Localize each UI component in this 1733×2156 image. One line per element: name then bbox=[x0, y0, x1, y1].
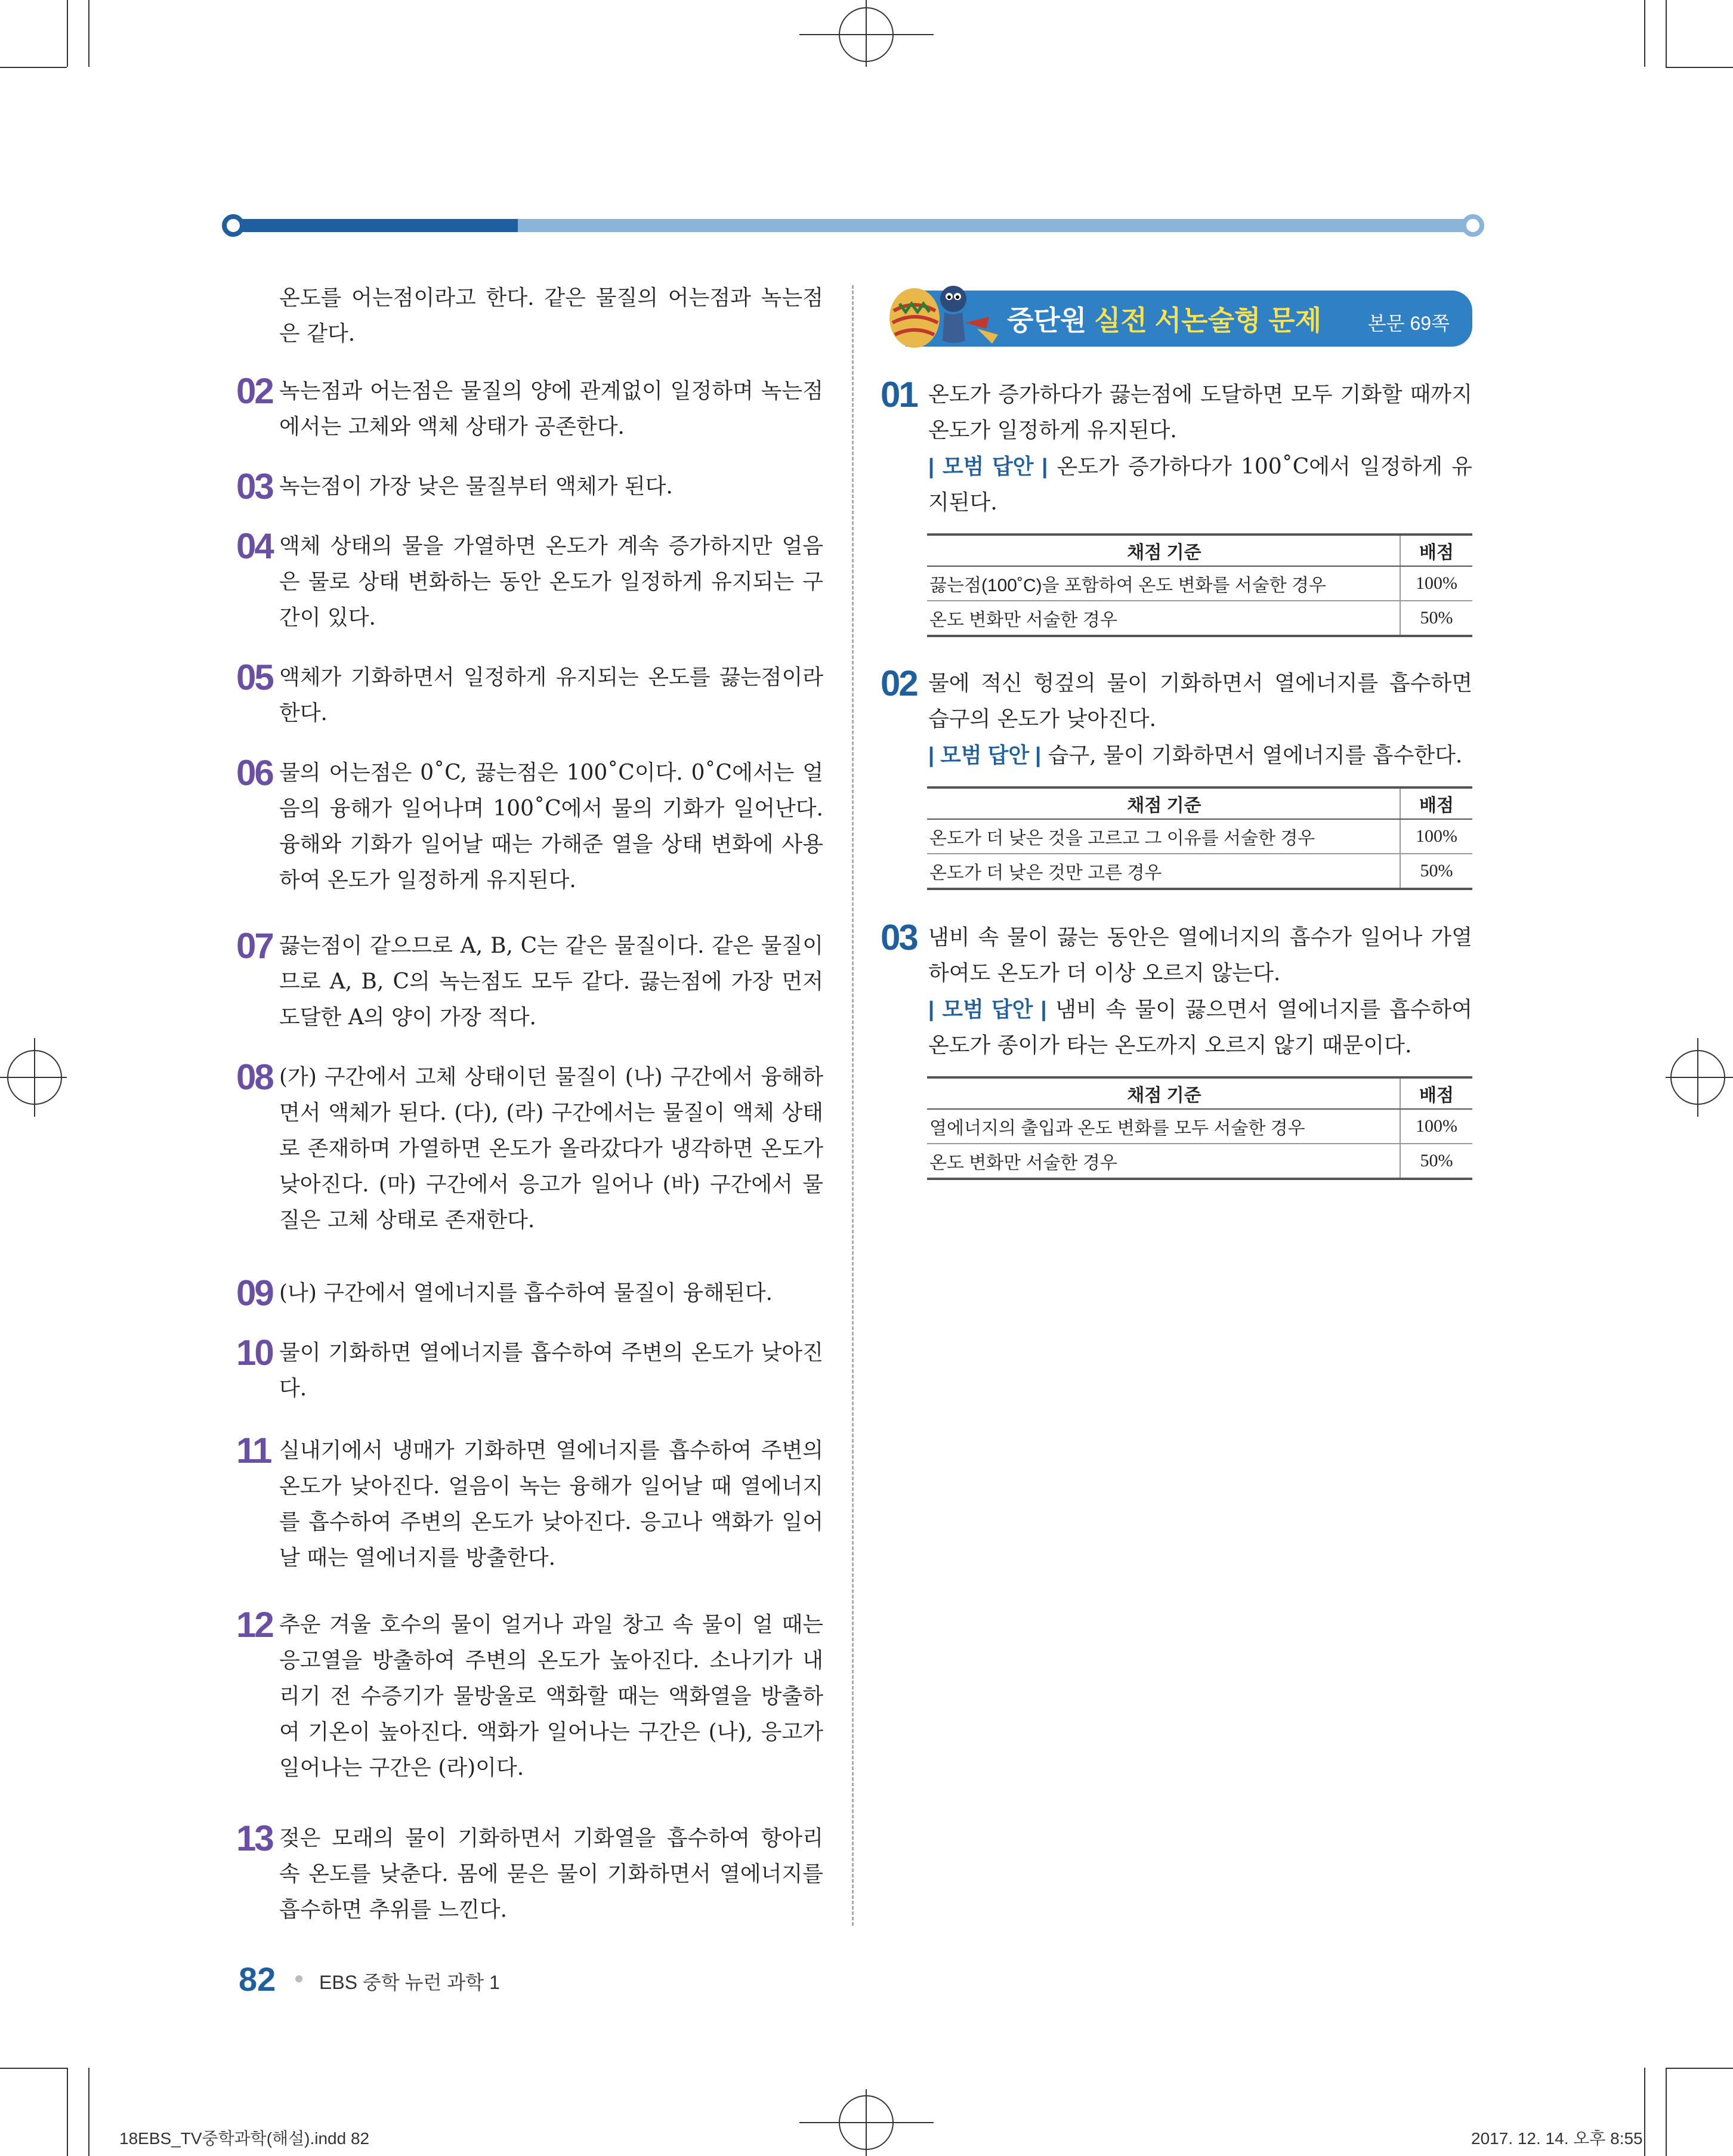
answer-text: 물이 기화하면 열에너지를 흡수하여 주변의 온도가 낮아진다. bbox=[279, 1340, 823, 1401]
book-title: EBS 중학 뉴런 과학 1 bbox=[319, 1972, 500, 1993]
table-cell: 50% bbox=[1400, 854, 1472, 889]
table-cell: 온도가 더 낮은 것을 고르고 그 이유를 서술한 경우 bbox=[927, 819, 1400, 854]
model-answer-label: | 모범 답안 | bbox=[928, 743, 1042, 767]
table-row bbox=[927, 566, 1472, 601]
header-bar-end-left bbox=[222, 214, 245, 237]
question-number: 11 bbox=[236, 1431, 271, 1471]
table-header-row bbox=[927, 535, 1472, 566]
answer-text: 추운 겨울 호수의 물이 얼거나 과일 창고 속 물이 얼 때는 응고열을 방출하여 주변의 온도가 높아진다. 소나기가 내리기 전 수증기가 물방울로 액화할 때는 액화열을 방출하여 기온이 높아진다. 액화가 일어나는 구간은 (나), 응고가 일어나는 구간은 (라)이다. bbox=[279, 1613, 823, 1780]
model-answer-label: | 모범 답안 | bbox=[928, 997, 1047, 1021]
column-divider bbox=[852, 285, 854, 1926]
question-text: 냄비 속 물이 끓는 동안은 열에너지의 흡수가 일어나 가열하여도 온도가 더 이상 오르지 않는다. bbox=[928, 925, 1472, 986]
question-number: 03 bbox=[236, 467, 273, 506]
question-number: 09 bbox=[236, 1273, 273, 1313]
registration-mark bbox=[866, 2089, 867, 2156]
table-cell: 100% bbox=[1400, 819, 1472, 854]
question-number: 04 bbox=[236, 526, 273, 566]
banner-title bbox=[1007, 299, 1321, 338]
registration-mark bbox=[866, 0, 867, 67]
answer-text: 물의 어는점은 0˚C, 끓는점은 100˚C이다. 0˚C에서는 얼음의 융해가 일어나며 100˚C에서 물의 기화가 일어난다. 융해와 기화가 일어날 때는 가해준 열을 상태 변화에 사용하여 온도가 일정하게 유지된다. bbox=[279, 761, 823, 892]
question-number: 05 bbox=[236, 657, 273, 697]
table-cell: 온도 변화만 서술한 경우 bbox=[927, 1144, 1400, 1179]
table-row bbox=[927, 1109, 1472, 1144]
header-bar-accent bbox=[231, 219, 518, 232]
question-number: 02 bbox=[881, 663, 917, 703]
answer-text: (가) 구간에서 고체 상태이던 물질이 (나) 구간에서 융해하면서 액체가 된다. (다), (라) 구간에서는 물질이 액체 상태로 존재하며 가열하면 온도가 올라갔다가 냉각하면 온도가 낮아진다. (마) 구간에서 응고가 일어나 (바) 구간에서 물질은 고체 상태로 존재한다. bbox=[279, 1065, 823, 1233]
question-number: 10 bbox=[236, 1333, 273, 1373]
table-cell: 끓는점(100˚C)을 포함하여 온도 변화를 서술한 경우 bbox=[927, 566, 1400, 601]
question-number: 13 bbox=[236, 1818, 273, 1858]
question-number: 03 bbox=[881, 918, 917, 957]
crop-mark bbox=[67, 2068, 68, 2156]
question-number: 06 bbox=[236, 753, 273, 793]
scoring-table bbox=[927, 786, 1472, 890]
answer-text: 녹는점이 가장 낮은 물질부터 액체가 된다. bbox=[279, 474, 673, 499]
crop-mark bbox=[1666, 0, 1667, 67]
table-header-criteria: 채점 기준 bbox=[927, 787, 1400, 819]
answer-text: 액체가 기화하면서 일정하게 유지되는 온도를 끓는점이라 한다. bbox=[279, 665, 823, 725]
answer-text: 녹는점과 어는점은 물질의 양에 관계없이 일정하며 녹는점에서는 고체와 액체 상태가 공존한다. bbox=[279, 379, 823, 439]
crop-mark bbox=[1644, 2068, 1645, 2156]
crop-mark bbox=[1666, 67, 1733, 68]
page-number: 82 bbox=[239, 1960, 276, 1998]
table-row bbox=[927, 601, 1472, 636]
table-row bbox=[927, 1144, 1472, 1179]
slug-date: 2017. 12. 14. 오후 8:55 bbox=[1471, 2129, 1643, 2148]
section-banner bbox=[906, 291, 1472, 347]
model-answer-text: 냄비 속 물이 끓으면서 열에너지를 흡수하여 온도가 종이가 타는 온도까지 오르지 않기 때문이다. bbox=[928, 997, 1472, 1058]
question-text: 온도가 증가하다가 끓는점에 도달하면 모두 기화할 때까지 온도가 일정하게 유지된다. bbox=[928, 382, 1472, 443]
answer-text: 젖은 모래의 물이 기화하면서 기화열을 흡수하여 항아리 속 온도를 낮춘다. 몸에 묻은 물이 기화하면서 열에너지를 흡수하면 추위를 느낀다. bbox=[279, 1826, 823, 1922]
crop-mark bbox=[88, 0, 89, 67]
model-answer-text: 습구, 물이 기화하면서 열에너지를 흡수한다. bbox=[1048, 743, 1463, 768]
registration-mark bbox=[1666, 1077, 1733, 1078]
crop-mark bbox=[1666, 2068, 1733, 2069]
table-cell: 50% bbox=[1400, 1144, 1472, 1179]
table-row bbox=[927, 854, 1472, 889]
banner-title-prefix: 중단원 bbox=[1007, 305, 1095, 336]
crop-mark bbox=[0, 67, 67, 68]
table-header-score: 배점 bbox=[1400, 1077, 1472, 1109]
table-header-criteria: 채점 기준 bbox=[927, 1077, 1400, 1109]
scoring-table bbox=[927, 533, 1472, 637]
table-cell: 100% bbox=[1400, 566, 1472, 601]
slug-file: 18EBS_TV중학과학(해설).indd 82 bbox=[119, 2129, 370, 2148]
crop-mark bbox=[0, 2068, 67, 2069]
table-header-row bbox=[927, 1077, 1472, 1109]
table-header-criteria: 채점 기준 bbox=[927, 535, 1400, 566]
question-number: 12 bbox=[236, 1605, 273, 1645]
answer-text: 액체 상태의 물을 가열하면 온도가 계속 증가하지만 얼음은 물로 상태 변화하는 동안 온도가 일정하게 유지되는 구간이 있다. bbox=[279, 534, 823, 630]
registration-mark bbox=[0, 1077, 67, 1078]
table-cell: 100% bbox=[1400, 1109, 1472, 1144]
crop-mark bbox=[1644, 0, 1645, 67]
answer-text: (나) 구간에서 열에너지를 흡수하여 물질이 융해된다. bbox=[279, 1281, 773, 1305]
answer-text: 끓는점이 같으므로 A, B, C는 같은 물질이다. 같은 물질이므로 A, B, C의 녹는점도 모두 같다. 끓는점에 가장 먼저 도달한 A의 양이 가장 적다. bbox=[279, 934, 823, 1030]
question-text: 물에 적신 헝겊의 물이 기화하면서 열에너지를 흡수하면 습구의 온도가 낮아진다. bbox=[928, 671, 1472, 731]
footer-bullet bbox=[295, 1975, 302, 1982]
answer-text: 실내기에서 냉매가 기화하면 열에너지를 흡수하여 주변의 온도가 낮아진다. 얼음이 녹는 융해가 일어날 때 열에너지를 흡수하여 주변의 온도가 낮아진다. 응고나 액화가 일어날 때는 열에너지를 방출한다. bbox=[279, 1438, 823, 1570]
table-header-score: 배점 bbox=[1400, 787, 1472, 819]
header-bar-end-right bbox=[1462, 214, 1484, 237]
model-answer bbox=[928, 991, 1472, 1064]
table-cell: 온도가 더 낮은 것만 고른 경우 bbox=[927, 854, 1400, 889]
banner-title-highlight: 실전 서논술형 문제 bbox=[1094, 305, 1322, 336]
question-number: 07 bbox=[236, 926, 273, 966]
model-answer bbox=[928, 449, 1472, 521]
answer-text: 온도를 어는점이라고 한다. 같은 물질의 어는점과 녹는점은 같다. bbox=[279, 286, 823, 346]
banner-page-ref: 본문 69쪽 bbox=[1367, 313, 1450, 334]
model-answer bbox=[928, 737, 1472, 774]
table-header-score: 배점 bbox=[1400, 535, 1472, 566]
mascot-icon bbox=[888, 275, 1007, 353]
table-cell: 온도 변화만 서술한 경우 bbox=[927, 601, 1400, 636]
question-number: 02 bbox=[236, 371, 273, 411]
question-number: 01 bbox=[881, 375, 917, 415]
question-number: 08 bbox=[236, 1057, 273, 1097]
model-answer-label: | 모범 답안 | bbox=[928, 454, 1048, 478]
registration-mark bbox=[1697, 1038, 1698, 1117]
crop-mark bbox=[67, 0, 68, 67]
table-cell: 50% bbox=[1400, 601, 1472, 636]
table-header-row bbox=[927, 787, 1472, 819]
scoring-table bbox=[927, 1076, 1472, 1180]
table-row bbox=[927, 819, 1472, 854]
table-cell: 열에너지의 출입과 온도 변화를 모두 서술한 경우 bbox=[927, 1109, 1400, 1144]
crop-mark bbox=[88, 2068, 89, 2156]
model-answer-text: 온도가 증가하다가 100˚C에서 일정하게 유지된다. bbox=[928, 455, 1472, 515]
registration-mark bbox=[34, 1038, 35, 1117]
crop-mark bbox=[1666, 2068, 1667, 2156]
